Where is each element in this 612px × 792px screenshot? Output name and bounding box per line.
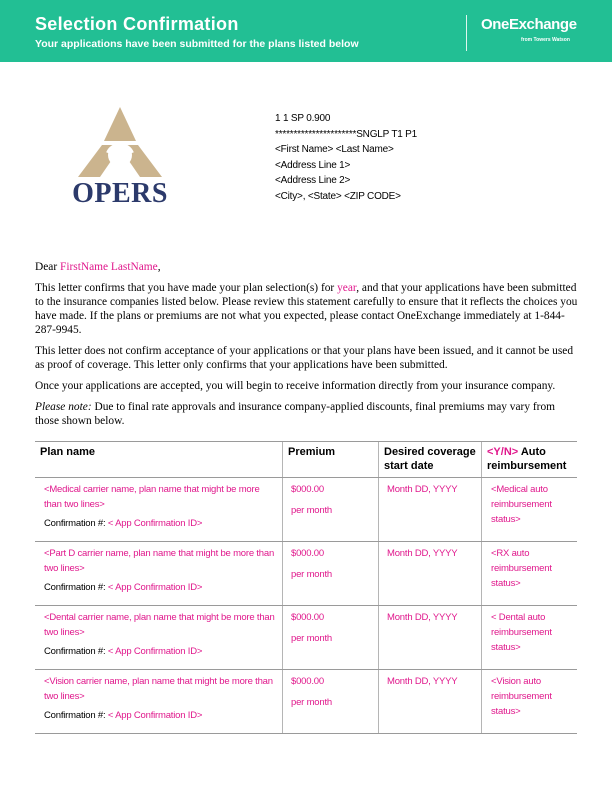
address-line: <First Name> <Last Name> bbox=[275, 144, 394, 155]
premium-cell bbox=[283, 478, 379, 542]
premium-cell bbox=[283, 542, 379, 606]
premium-cell bbox=[283, 606, 379, 670]
confirmation-id: < App Confirmation ID> bbox=[107, 582, 203, 593]
address-line: <City>, <State> <ZIP CODE> bbox=[275, 190, 401, 202]
table-row bbox=[35, 670, 577, 734]
plan-cell bbox=[35, 478, 283, 542]
confirmation-line bbox=[44, 708, 278, 723]
paragraph-confirmation bbox=[35, 281, 580, 337]
confirmation-line bbox=[44, 516, 278, 531]
plans-table bbox=[35, 441, 577, 734]
page-subtitle: Your applications have been submitted for the plans listed below bbox=[35, 38, 359, 50]
reimbursement-cell: <RX auto reimbursement status> bbox=[482, 542, 578, 606]
confirmation-line bbox=[44, 580, 278, 595]
table-row bbox=[35, 606, 577, 670]
start-date-cell: Month DD, YYYY bbox=[379, 542, 482, 606]
column-header-date: Desired coverage start date bbox=[379, 442, 482, 478]
paragraph-text: This letter confirms that you have made your plan selection(s) for bbox=[35, 282, 338, 294]
note-label: Please note: bbox=[35, 401, 92, 413]
address-line: <Address Line 2> bbox=[275, 175, 351, 186]
letter-body bbox=[35, 260, 580, 435]
plan-year: year bbox=[337, 282, 357, 294]
reimbursement-header-text: Auto reimbursement bbox=[487, 446, 567, 472]
start-date-cell: Month DD, YYYY bbox=[379, 670, 482, 734]
page-title: Selection Confirmation bbox=[35, 14, 239, 34]
premium-cell bbox=[283, 670, 379, 734]
premium-period: per month bbox=[291, 633, 332, 644]
confirmation-line bbox=[44, 644, 278, 659]
opers-logo-wordmark: OPERS bbox=[72, 178, 168, 209]
recipient-name: FirstName LastName bbox=[59, 261, 158, 273]
premium-period: per month bbox=[291, 505, 332, 516]
table-row bbox=[35, 542, 577, 606]
premium-amount: $000.00 bbox=[291, 548, 324, 559]
yn-placeholder: <Y/N> bbox=[487, 446, 519, 458]
address-line: **********************SNGLP T1 P1 bbox=[275, 128, 418, 140]
premium-period: per month bbox=[291, 569, 332, 580]
header-divider bbox=[466, 15, 467, 51]
confirmation-label: Confirmation #: bbox=[44, 518, 108, 529]
reimbursement-cell: <Vision auto reimbursement status> bbox=[482, 670, 578, 734]
table-row bbox=[35, 478, 577, 542]
start-date-cell: Month DD, YYYY bbox=[379, 606, 482, 670]
mailing-address-block bbox=[275, 111, 417, 204]
plan-name: <Part D carrier name, plan name that might be more than two lines> bbox=[44, 548, 275, 574]
paragraph-next-steps: Once your applications are accepted, you will begin to receive information directly from your insurance company. bbox=[35, 380, 556, 392]
table-header-row bbox=[35, 442, 577, 478]
column-header-reimbursement bbox=[482, 442, 578, 478]
brand-tagline: from Towers Watson bbox=[521, 37, 570, 43]
confirmation-id: < App Confirmation ID> bbox=[107, 710, 203, 721]
premium-amount: $000.00 bbox=[291, 676, 324, 687]
confirmation-label: Confirmation #: bbox=[44, 582, 108, 593]
reimbursement-cell: <Medical auto reimbursement status> bbox=[482, 478, 578, 542]
column-header-plan: Plan name bbox=[35, 442, 283, 478]
column-header-premium: Premium bbox=[283, 442, 379, 478]
plan-cell bbox=[35, 670, 283, 734]
paragraph-text: , and that your applications have been submitted to the insurance companies listed below. Please review this statement carefully to ensure that it reflects the choices you have made. If the plans or premiums are not what you expected, please contact OneExchange immediately at 1-844-287-9945. bbox=[35, 282, 578, 336]
premium-period: per month bbox=[291, 697, 332, 708]
plan-cell bbox=[35, 542, 283, 606]
address-line: 1 1 SP 0.900 bbox=[275, 113, 331, 124]
brand-logo-text: OneExchange bbox=[481, 16, 577, 33]
paragraph-note bbox=[35, 400, 580, 428]
greeting bbox=[35, 260, 580, 274]
start-date-cell: Month DD, YYYY bbox=[379, 478, 482, 542]
plan-name: <Medical carrier name, plan name that might be more than two lines> bbox=[44, 484, 260, 510]
confirmation-id: < App Confirmation ID> bbox=[107, 518, 203, 529]
premium-amount: $000.00 bbox=[291, 612, 324, 623]
address-line: <Address Line 1> bbox=[275, 159, 351, 171]
plan-name: <Dental carrier name, plan name that might be more than two lines> bbox=[44, 612, 275, 638]
confirmation-label: Confirmation #: bbox=[44, 646, 108, 657]
plan-name: <Vision carrier name, plan name that might be more than two lines> bbox=[44, 676, 273, 702]
confirmation-label: Confirmation #: bbox=[44, 710, 108, 721]
note-text: Due to final rate approvals and insurance company-applied discounts, final premiums may vary from those shown below. bbox=[35, 401, 556, 427]
reimbursement-cell: < Dental auto reimbursement status> bbox=[482, 606, 578, 670]
greeting-prefix: Dear bbox=[35, 261, 60, 273]
plan-cell bbox=[35, 606, 283, 670]
header-banner bbox=[0, 0, 612, 62]
paragraph-disclaimer: This letter does not confirm acceptance of your applications or that your plans have been issued, and it cannot be used as proof of coverage. This letter only confirms that your applications have been submitted. bbox=[35, 345, 574, 371]
premium-amount: $000.00 bbox=[291, 484, 324, 495]
greeting-suffix: , bbox=[157, 261, 161, 273]
confirmation-id: < App Confirmation ID> bbox=[107, 646, 203, 657]
